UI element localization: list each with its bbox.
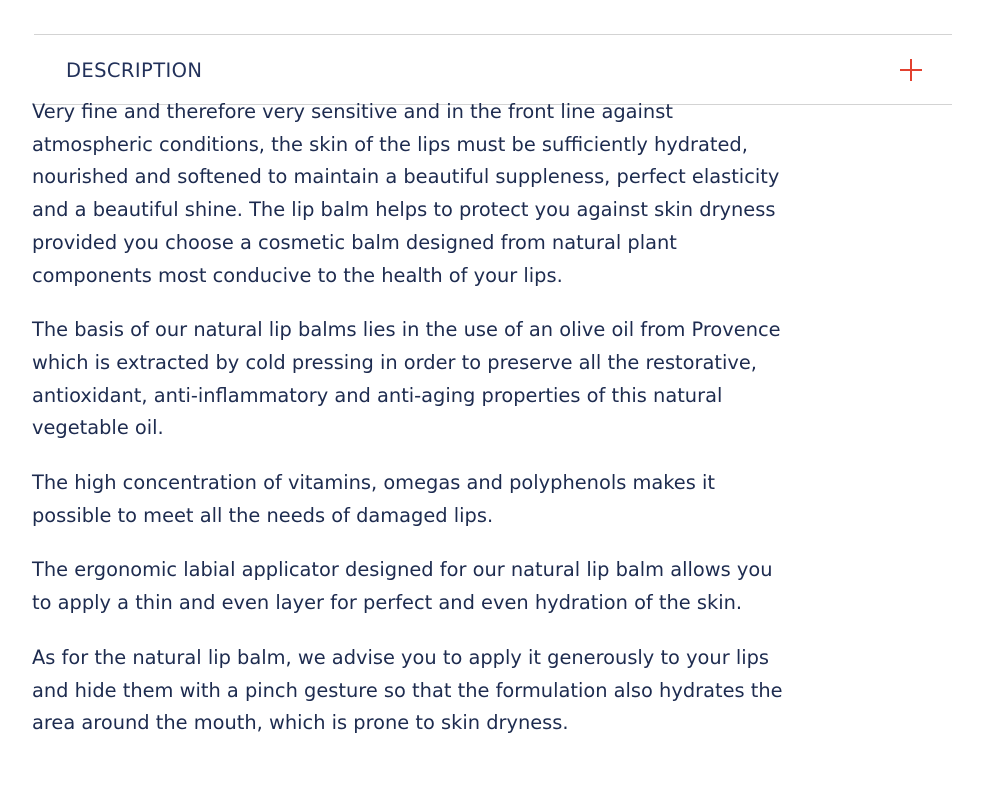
text-line: atmospheric conditions, the skin of the lips must be sufficiently hydrated, <box>32 132 748 156</box>
text-line: provided you choose a cosmetic balm designed from natural plant <box>32 230 677 254</box>
description-paragraph <box>32 554 892 619</box>
text-line: to apply a thin and even layer for perfect and even hydration of the skin. <box>32 591 743 615</box>
text-line: area around the mouth, which is prone to skin dryness. <box>32 711 569 735</box>
accordion-title: DESCRIPTION <box>66 59 203 82</box>
text-line: antioxidant, anti-inflammatory and anti-aging properties of this natural <box>32 383 723 407</box>
text-line: and a beautiful shine. The lip balm helps to protect you against skin dryness <box>32 198 776 222</box>
description-accordion <box>34 34 952 105</box>
text-line: possible to meet all the needs of damaged lips. <box>32 503 494 527</box>
text-line: As for the natural lip balm, we advise you to apply it generously to your lips <box>32 645 770 669</box>
description-paragraph <box>32 467 892 532</box>
text-line: The basis of our natural lip balms lies in the use of an olive oil from Provence <box>32 318 781 342</box>
text-line: nourished and softened to maintain a beautiful suppleness, perfect elasticity <box>32 165 780 189</box>
description-paragraph <box>32 314 892 445</box>
text-line: The ergonomic labial applicator designed for our natural lip balm allows you <box>32 558 773 582</box>
text-line: which is extracted by cold pressing in order to preserve all the restorative, <box>32 350 757 374</box>
text-line: The high concentration of vitamins, omegas and polyphenols makes it <box>32 471 715 495</box>
accordion-header[interactable] <box>34 34 952 105</box>
description-paragraph <box>32 642 892 740</box>
description-paragraph <box>32 96 892 292</box>
text-line: vegetable oil. <box>32 416 164 440</box>
text-line: Very fine and therefore very sensitive and in the front line against <box>32 100 673 123</box>
plus-icon[interactable] <box>900 59 922 81</box>
text-line: components most conducive to the health of your lips. <box>32 263 563 287</box>
description-body <box>32 96 892 762</box>
text-line: and hide them with a pinch gesture so that the formulation also hydrates the <box>32 678 783 702</box>
